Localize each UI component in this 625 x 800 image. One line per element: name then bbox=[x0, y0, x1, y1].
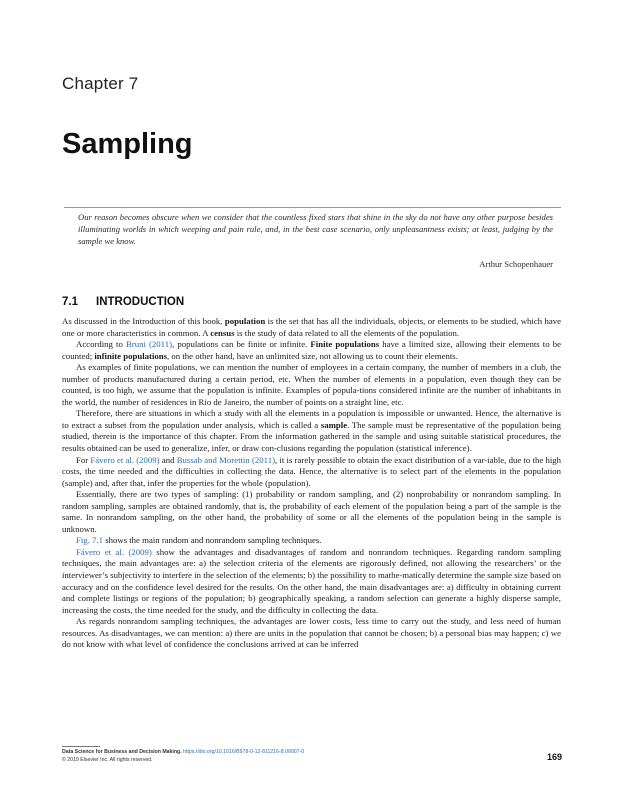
text-run: As discussed in the Introduction of this book, bbox=[62, 316, 225, 326]
text-run: is the study of data related to all the elements of the population. bbox=[234, 327, 460, 338]
paragraph-6: Essentially, there are two types of sampling: (1) probability or random sampling, and (2) nonprobability or nonrandom sampling. In random sampling, samples are obtained randomly, that is, the probability of each element of the population being a part of the sample is the same. In nonrandom sampling, on the other hand, the probability of some or all the elements of the population being in the sample is unknown. bbox=[62, 489, 561, 534]
citation-link-bussab[interactable]: Bussab and Morettin (2011) bbox=[176, 454, 275, 465]
footer-copyright: © 2019 Elsevier Inc. All rights reserved. bbox=[62, 756, 153, 763]
paragraph-4 bbox=[62, 408, 561, 454]
term-finite-populations: Finite populations bbox=[310, 339, 380, 350]
epigraph-quote: Our reason becomes obscure when we consider that the countless fixed stars that shine in the sky do not have any other purpose besides illuminating worlds in which weeping and pain rule, and, in the best case scenario, only unpleasantness exists; at least, judging by the sample we know. bbox=[78, 212, 553, 247]
term-census: census bbox=[210, 327, 235, 338]
term-sample: sample bbox=[320, 419, 348, 430]
citation-link-favero-2[interactable]: Fávero et al. (2009) bbox=[76, 546, 152, 557]
text-run: and bbox=[159, 454, 177, 465]
chapter-title: Sampling bbox=[62, 128, 193, 160]
section-title: INTRODUCTION bbox=[96, 296, 185, 308]
text-run: have a limited size, allowing their elements to be counted; bbox=[62, 339, 561, 361]
chapter-label: Chapter 7 bbox=[62, 74, 139, 93]
term-population: population bbox=[224, 316, 266, 326]
section-heading bbox=[62, 296, 184, 308]
citation-link-favero[interactable]: Fávero et al. (2009) bbox=[90, 454, 160, 465]
text-run: , populations can be finite or infinite. bbox=[172, 339, 311, 350]
footer-line-1 bbox=[62, 749, 304, 757]
epigraph-author: Arthur Schopenhauer bbox=[479, 259, 553, 269]
text-run: Therefore, there are situations in which a study with all the elements in a population is impossible or unwanted. Hence, the alternative is to extract a subset from the population under analysis, which is called a bbox=[62, 408, 561, 430]
paragraph-2 bbox=[62, 339, 561, 362]
figure-link-7-1[interactable]: Fig. 7.1 bbox=[76, 535, 103, 546]
footer-info bbox=[62, 749, 304, 764]
page-number: 169 bbox=[546, 752, 562, 762]
text-run: For bbox=[76, 454, 91, 465]
paragraph-1 bbox=[62, 316, 561, 339]
text-run: is the set that has all the individuals, objects, or elements to be studied, which have one or more characteristics in common. A bbox=[62, 316, 561, 338]
text-run: , it is rarely possible to obtain the exact distribution of a var-iable, due to the high costs, the time needed and the difficulties in collecting the data. Hence, the alternative is to select part of the elements in the population (sample) and, after that, infer the properties for the whole (population). bbox=[62, 454, 562, 488]
body-text bbox=[62, 316, 561, 651]
paragraph-7 bbox=[62, 535, 561, 547]
footer-book-title: Data Science for Business and Decision Making. bbox=[62, 749, 182, 755]
text-run: shows the main random and nonrandom sampling techniques. bbox=[103, 535, 322, 546]
citation-link-bruni[interactable]: Bruni (2011) bbox=[125, 339, 173, 350]
footer-rule bbox=[62, 746, 100, 747]
epigraph-rule bbox=[64, 207, 561, 208]
paragraph-9: As regards nonrandom sampling techniques, the advantages are lower costs, less time to carry out the study, and less need of human resources. As disadvantages, we can mention: a) there are units in the population that cannot be chosen; b) a personal bias may happen; c) we do not know with what level of confidence the conclusions arrived at can be inferred bbox=[62, 616, 561, 650]
text-run: , on the other hand, have an unlimited size, not allowing us to count their elements. bbox=[167, 350, 458, 361]
text-run: . The sample must be representative of the population being studied, therein is the importance of this chapter. From the information gathered in the sample and using suitable statistical procedures, the results obtained can be used to generalize, infer, or draw con-clusions regarding the population (statistical inference). bbox=[62, 419, 561, 454]
term-infinite-populations: infinite populations bbox=[94, 350, 168, 361]
text-run: According to bbox=[76, 339, 126, 350]
paragraph-8 bbox=[62, 547, 561, 616]
paragraph-5 bbox=[62, 455, 561, 490]
footer-doi-link[interactable]: https://doi.org/10.1016/B978-0-12-811216-8.00007-0 bbox=[183, 749, 305, 755]
text-run: show the advantages and disadvantages of random and nonrandom techniques. Regarding random sampling techniques, the main advantages are: a) the selection criteria of the elements are rigorously defined, not allowing the researchers’ or the interviewer’s subjectivity to interfere in the selection of the elements; b) the possibility to mathe-matically determine the sample size based on accuracy and on the confidence level desired for the results. On the other hand, the main disadvantages are: a) difficulty in obtaining current and complete listings or regions of the population; b) geographically speaking, a random selection can generate a highly disperse sample, increasing the costs, the time needed for the study, and the difficulty in collecting the data. bbox=[62, 546, 561, 615]
section-number: 7.1 bbox=[62, 296, 78, 308]
paragraph-3: As examples of finite populations, we can mention the number of employees in a certain company, the number of members in a club, the number of products manufactured during a certain period, etc. When the number of elements in a population, even though they can be counted, is too high, we assume that the population is infinite. Examples of popula-tions considered infinite are the number of inhabitants in the world, the number of residences in Rio de Janeiro, the number of points on a straight line, etc. bbox=[62, 362, 561, 407]
